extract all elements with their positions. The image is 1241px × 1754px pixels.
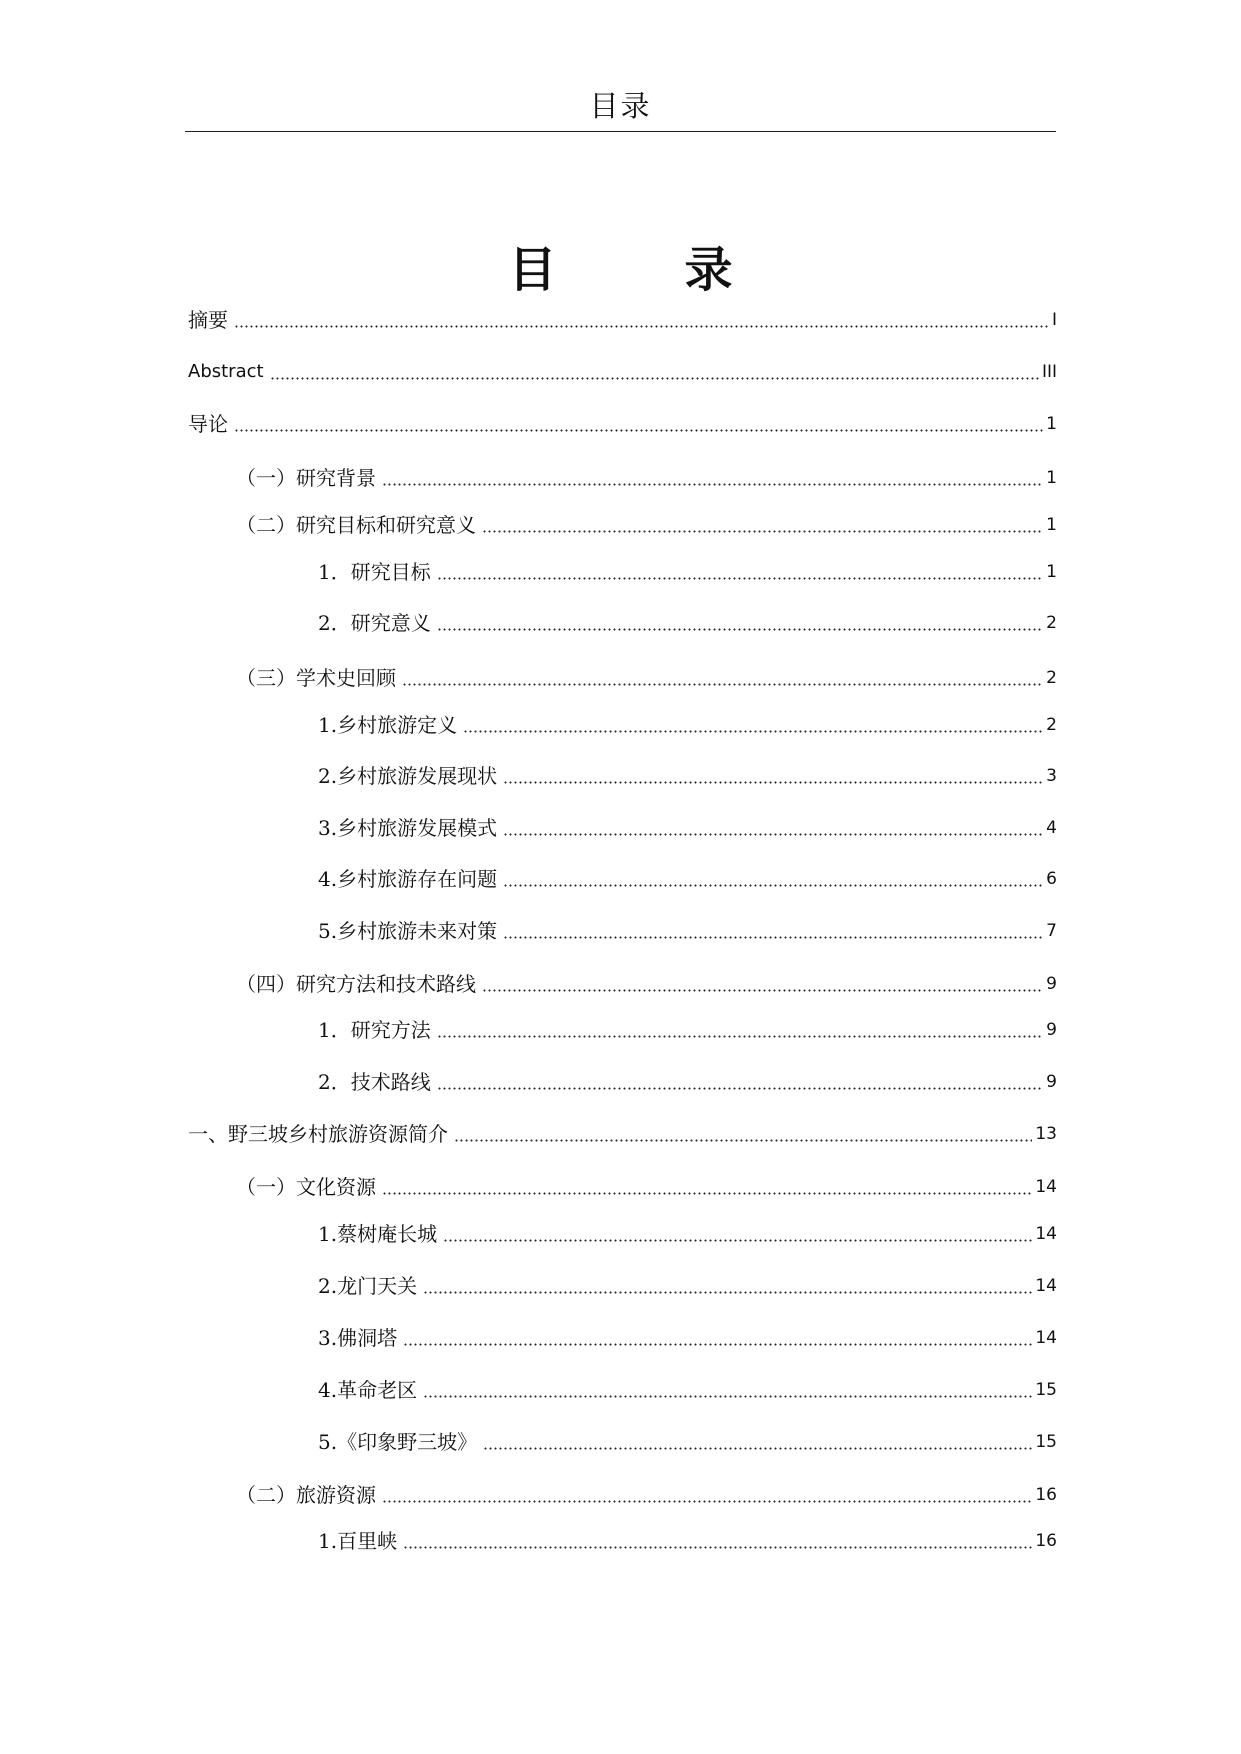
toc-entry-label: （一）文化资源	[236, 1175, 376, 1199]
toc-entry-subsection[interactable]	[318, 1428, 1057, 1456]
toc-entry-page: 16	[1035, 1485, 1057, 1505]
toc-dot-leader	[234, 325, 1049, 328]
toc-entry-subsection[interactable]	[318, 917, 1057, 945]
toc-entry-label: （三）学术史回顾	[236, 666, 396, 690]
toc-entry-subsection[interactable]	[318, 1376, 1057, 1404]
toc-entry-subsection[interactable]	[318, 1220, 1057, 1248]
toc-entry-page: 15	[1035, 1380, 1057, 1400]
toc-dot-leader	[503, 781, 1043, 784]
toc-entry-page: 7	[1046, 921, 1057, 941]
toc-entry-label: 5.《印象野三坡》	[318, 1430, 478, 1454]
toc-title: 目 录	[508, 242, 773, 298]
toc-entry-label: （一）研究背景	[236, 466, 376, 490]
toc-entry-page: 9	[1046, 1020, 1057, 1040]
toc-entry-label: 1.蔡树庵长城	[318, 1222, 438, 1246]
toc-entry-abstract-en[interactable]	[188, 358, 1057, 386]
toc-entry-page: 1	[1046, 414, 1057, 434]
toc-entry-page: 9	[1046, 1072, 1057, 1092]
toc-dot-leader	[382, 1500, 1032, 1503]
toc-entry-introduction[interactable]	[188, 410, 1057, 438]
toc-dot-leader	[437, 628, 1043, 631]
toc-entry-page: 9	[1046, 974, 1057, 994]
toc-entry-page: 14	[1035, 1224, 1057, 1244]
toc-entry-label: 1.乡村旅游定义	[318, 713, 458, 737]
toc-entry-page: 2	[1046, 668, 1057, 688]
toc-entry-label: Abstract	[188, 361, 264, 382]
toc-dot-leader	[483, 1447, 1032, 1450]
toc-entry-page: I	[1051, 310, 1057, 330]
toc-dot-leader	[482, 530, 1043, 533]
toc-entry-section[interactable]	[236, 511, 1057, 539]
toc-dot-leader	[382, 1192, 1032, 1195]
toc-entry-label: （四）研究方法和技术路线	[236, 972, 476, 996]
toc-entry-page: 16	[1035, 1531, 1057, 1551]
toc-entry-subsection[interactable]	[318, 711, 1057, 739]
toc-entry-subsection[interactable]	[318, 1272, 1057, 1300]
toc-entry-page: 14	[1035, 1328, 1057, 1348]
toc-entry-page: 3	[1046, 766, 1057, 786]
toc-dot-leader	[482, 989, 1043, 992]
toc-entry-label: 2.乡村旅游发展现状	[318, 764, 498, 788]
toc-dot-leader	[443, 1239, 1032, 1242]
toc-entry-subsection[interactable]	[318, 1527, 1057, 1555]
toc-entry-page: 1	[1046, 515, 1057, 535]
toc-dot-leader	[503, 884, 1043, 887]
toc-dot-leader	[463, 730, 1043, 733]
toc-entry-label: 1．研究方法	[318, 1018, 431, 1042]
toc-entry-page: 13	[1035, 1124, 1057, 1144]
toc-dot-leader	[234, 429, 1043, 432]
toc-entry-label: 4.革命老区	[318, 1378, 418, 1402]
toc-entry-page: 1	[1046, 468, 1057, 488]
toc-entry-label: 1.百里峡	[318, 1529, 398, 1553]
toc-entry-page: 6	[1046, 869, 1057, 889]
toc-entry-label: 5.乡村旅游未来对策	[318, 919, 498, 943]
toc-entry-label: （二）研究目标和研究意义	[236, 513, 476, 537]
toc-entry-label: 摘要	[188, 308, 228, 332]
toc-dot-leader	[270, 377, 1039, 380]
toc-entry-label: 一、野三坡乡村旅游资源简介	[188, 1122, 448, 1146]
toc-entry-label: 2．技术路线	[318, 1070, 431, 1094]
toc-entry-chapter[interactable]	[188, 1120, 1057, 1148]
toc-dot-leader	[437, 577, 1043, 580]
toc-entry-subsection[interactable]	[318, 814, 1057, 842]
toc-entry-label: 3.乡村旅游发展模式	[318, 816, 498, 840]
toc-dot-leader	[423, 1291, 1032, 1294]
toc-entry-label: 4.乡村旅游存在问题	[318, 867, 498, 891]
toc-dot-leader	[382, 483, 1043, 486]
toc-entry-page: 2	[1046, 613, 1057, 633]
toc-entry-page: 2	[1046, 715, 1057, 735]
toc-entry-label: 2．研究意义	[318, 611, 431, 635]
toc-entry-section[interactable]	[236, 1173, 1057, 1201]
toc-dot-leader	[403, 1546, 1032, 1549]
toc-entry-label: （二）旅游资源	[236, 1483, 376, 1507]
toc-entry-subsection[interactable]	[318, 609, 1057, 637]
toc-dot-leader	[402, 683, 1043, 686]
toc-entry-page: III	[1041, 362, 1057, 382]
toc-dot-leader	[437, 1087, 1043, 1090]
toc-entry-page: 1	[1046, 562, 1057, 582]
toc-entry-subsection[interactable]	[318, 865, 1057, 893]
toc-entry-label: 3.佛洞塔	[318, 1326, 398, 1350]
toc-entry-subsection[interactable]	[318, 558, 1057, 586]
toc-entry-section[interactable]	[236, 970, 1057, 998]
toc-entry-page: 14	[1035, 1276, 1057, 1296]
toc-entry-section[interactable]	[236, 664, 1057, 692]
toc-dot-leader	[454, 1139, 1032, 1142]
toc-entry-subsection[interactable]	[318, 1016, 1057, 1044]
toc-entry-section[interactable]	[236, 1481, 1057, 1509]
toc-entry-label: 2.龙门天关	[318, 1274, 418, 1298]
toc-dot-leader	[503, 833, 1043, 836]
toc-entry-page: 4	[1046, 818, 1057, 838]
running-header-title: 目录	[589, 89, 652, 123]
toc-entry-label: 1．研究目标	[318, 560, 431, 584]
toc-entry-abstract-cn[interactable]	[188, 306, 1057, 334]
toc-entry-section[interactable]	[236, 464, 1057, 492]
toc-entry-subsection[interactable]	[318, 762, 1057, 790]
toc-entry-subsection[interactable]	[318, 1068, 1057, 1096]
toc-entry-subsection[interactable]	[318, 1324, 1057, 1352]
toc-entry-page: 15	[1035, 1432, 1057, 1452]
toc-dot-leader	[437, 1035, 1043, 1038]
toc-dot-leader	[503, 936, 1043, 939]
toc-entry-label: 导论	[188, 412, 228, 436]
toc-dot-leader	[423, 1395, 1032, 1398]
toc-dot-leader	[403, 1343, 1032, 1346]
toc-entry-page: 14	[1035, 1177, 1057, 1197]
